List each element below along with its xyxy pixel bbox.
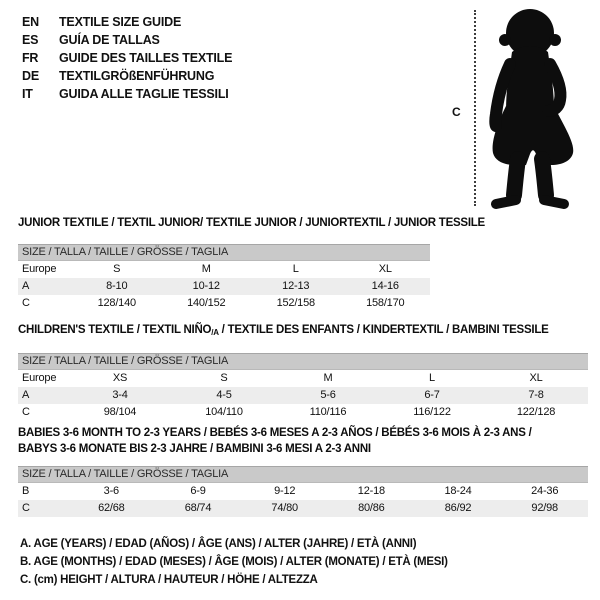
babies-table-title-line2: BABYS 3-6 MONATE BIS 2-3 JAHRE / BAMBINI 3-6 MESI A 2-3 ANNI	[18, 443, 371, 455]
height-cell: 110/116	[309, 406, 347, 418]
age-cell: 4-5	[216, 389, 232, 401]
size-cell: XL	[529, 372, 543, 384]
title-part: CHILDREN'S TEXTILE / TEXTIL NIÑO	[18, 324, 212, 336]
children-table-title	[18, 322, 588, 341]
height-cell: 98/104	[103, 406, 137, 418]
height-cell: 86/92	[444, 502, 472, 514]
age-cell: 9-12	[274, 485, 296, 497]
row-label: B	[22, 485, 30, 497]
height-cell: 68/74	[184, 502, 212, 514]
height-cell: 104/110	[205, 406, 243, 418]
age-cell: 24-36	[531, 485, 559, 497]
language-title: GUIDE DES TAILLES TEXTILE	[59, 51, 233, 65]
age-cell: 12-13	[282, 280, 310, 292]
language-row-fr	[22, 49, 232, 67]
age-cell: 6-7	[424, 389, 440, 401]
size-cell: XL	[378, 263, 392, 275]
language-code: IT	[22, 87, 33, 101]
height-cell: 116/122	[413, 406, 451, 418]
babies-textile-section	[18, 425, 588, 517]
row-label: C	[22, 297, 30, 309]
height-measure-dotted-line	[474, 10, 476, 206]
height-cell: 158/170	[366, 297, 405, 309]
language-code: ES	[22, 33, 39, 47]
children-size-table	[18, 353, 588, 421]
size-cell: M	[201, 263, 211, 275]
table-row-height	[18, 500, 588, 517]
babies-table-title-line1: BABIES 3-6 MONTH TO 2-3 YEARS / BEBÉS 3-6 MESES A 2-3 AÑOS / BÉBÉS 3-6 MOIS À 2-3 ANS /	[18, 427, 532, 439]
row-label: C	[22, 502, 30, 514]
row-label: C	[22, 406, 30, 418]
row-label: Europe	[22, 263, 57, 275]
table-row-height	[18, 295, 430, 312]
age-cell: 14-16	[371, 280, 399, 292]
age-cell: 3-4	[112, 389, 128, 401]
age-cell: 10-12	[192, 280, 220, 292]
language-row-en	[22, 13, 232, 31]
language-row-es	[22, 31, 232, 49]
table-row-europe	[18, 261, 430, 278]
height-cell: 152/158	[276, 297, 315, 309]
note-height-cm: C. (cm) HEIGHT / ALTURA / HAUTEUR / HÖHE / ALTEZZA	[20, 574, 318, 586]
age-cell: 12-18	[357, 485, 385, 497]
size-header-bar: SIZE / TALLA / TAILLE / GRÖSSE / TAGLIA	[18, 353, 588, 370]
size-cell: S	[220, 372, 228, 384]
height-cell: 128/140	[97, 297, 136, 309]
language-title-list	[22, 13, 232, 103]
language-code: DE	[22, 69, 39, 83]
table-row-age-months	[18, 483, 588, 500]
note-age-years: A. AGE (YEARS) / EDAD (AÑOS) / ÂGE (ANS) / ALTER (JAHRE) / ETÀ (ANNI)	[20, 538, 417, 550]
language-code: FR	[22, 51, 39, 65]
children-textile-section	[18, 322, 588, 421]
age-cell: 3-6	[103, 485, 119, 497]
size-cell: XS	[112, 372, 128, 384]
babies-size-table	[18, 466, 588, 517]
title-part: / TEXTILE DES ENFANTS / KINDERTEXTIL / BAMBINI TESSILE	[218, 324, 549, 336]
age-cell: 8-10	[106, 280, 128, 292]
size-cell: L	[429, 372, 435, 384]
row-label: A	[22, 389, 30, 401]
height-cell: 80/86	[358, 502, 385, 514]
note-age-months: B. AGE (MONTHS) / EDAD (MESES) / ÂGE (MOIS) / ALTER (MONATE) / ETÀ (MESI)	[20, 556, 448, 568]
row-label: Europe	[22, 372, 57, 384]
height-cell: 92/98	[531, 502, 558, 514]
junior-textile-section	[18, 215, 485, 312]
height-cell: 140/152	[187, 297, 226, 309]
age-cell: 18-24	[444, 485, 472, 497]
size-cell: M	[323, 372, 333, 384]
legend-notes	[20, 535, 448, 589]
height-measure-label: C	[452, 105, 461, 119]
age-cell: 6-9	[190, 485, 206, 497]
language-code: EN	[22, 15, 39, 29]
language-row-de	[22, 67, 232, 85]
table-row-europe	[18, 370, 588, 387]
height-cell: 122/128	[516, 406, 556, 418]
row-label: A	[22, 280, 30, 292]
table-row-age	[18, 387, 588, 404]
table-row-age	[18, 278, 430, 295]
baby-silhouette-icon	[480, 6, 580, 211]
height-cell: 62/68	[98, 502, 125, 514]
language-title: GUIDA ALLE TAGLIE TESSILI	[59, 87, 229, 101]
size-header-bar: SIZE / TALLA / TAILLE / GRÖSSE / TAGLIA	[18, 244, 430, 261]
language-row-it	[22, 85, 232, 103]
language-title: GUÍA DE TALLAS	[59, 33, 160, 47]
size-cell: S	[113, 263, 121, 275]
height-cell: 74/80	[271, 502, 298, 514]
age-cell: 7-8	[528, 389, 544, 401]
junior-size-table	[18, 244, 430, 312]
size-cell: L	[292, 263, 299, 275]
language-title: TEXTILGRÖßENFÜHRUNG	[59, 69, 215, 83]
junior-table-title: JUNIOR TEXTILE / TEXTIL JUNIOR/ TEXTILE JUNIOR / JUNIORTEXTIL / JUNIOR TESSILE	[18, 217, 485, 229]
title-subscript: /A	[211, 328, 219, 337]
age-cell: 5-6	[320, 389, 336, 401]
language-title: TEXTILE SIZE GUIDE	[59, 15, 182, 29]
size-header-bar: SIZE / TALLA / TAILLE / GRÖSSE / TAGLIA	[18, 466, 588, 483]
table-row-height	[18, 404, 588, 421]
